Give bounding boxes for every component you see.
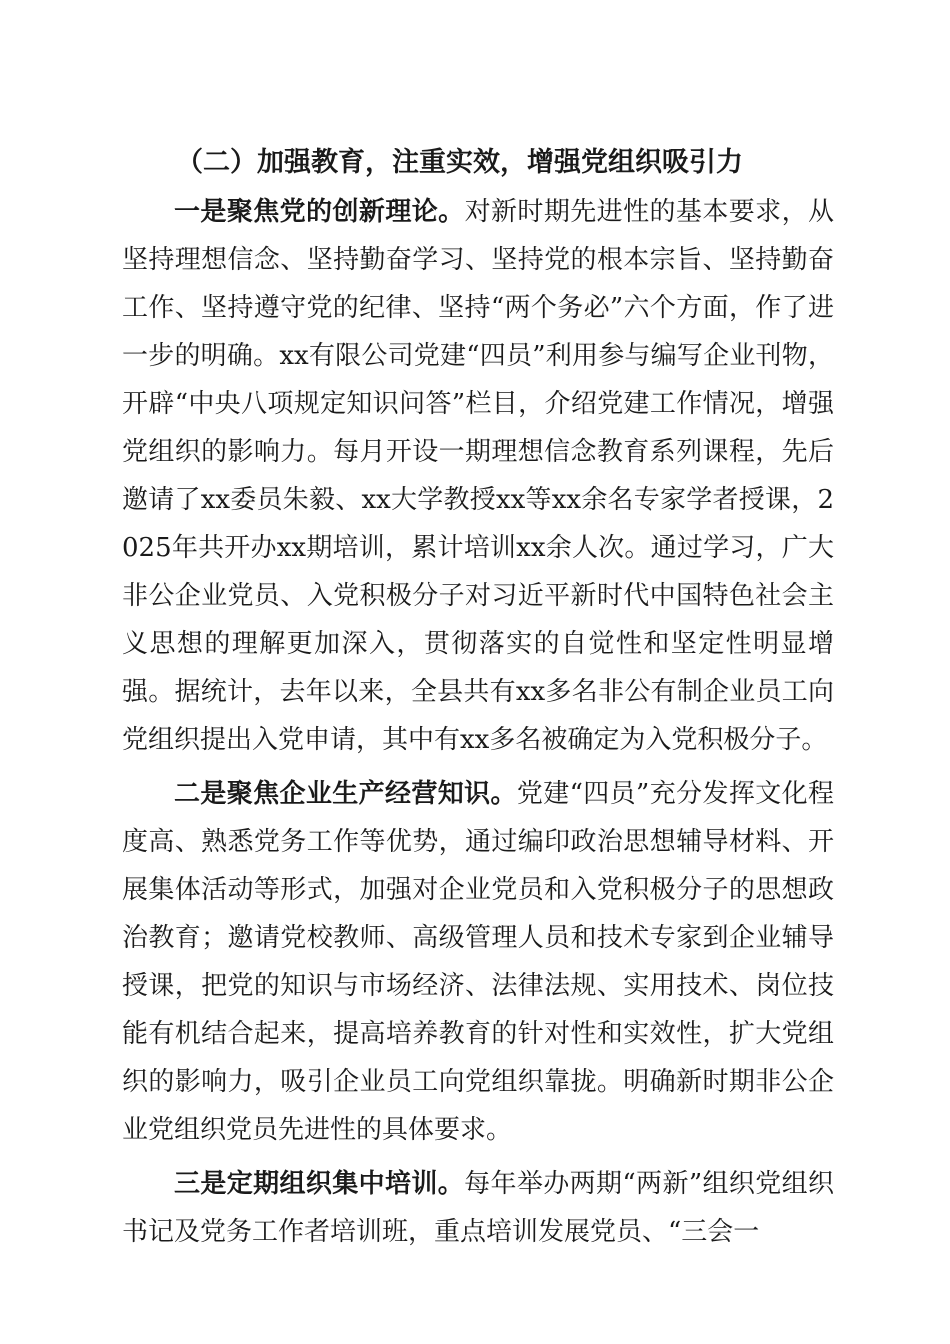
paragraph-2-body: 党建“四员”充分发挥文化程度高、熟悉党务工作等优势，通过编印政治思想辅导材料、开展集体活动等形式，加强对企业党员和入党积极分子的思想政治教育；邀请党校教师、高级管理人员和技术专家到企业辅导授课，把党的知识与市场经济、法律法规、实用技术、岗位技能有机结合起来，提高培养教育的针对性和实效性，扩大党组织的影响力，吸引企业员工向党组织靠拢。明确新时期非公企业党组织党员先进性的具体要求。 (122, 779, 834, 1145)
paragraph-2 (122, 770, 834, 1154)
paragraph-3-body: 每年举办两期“两新”组织党组织书记及党务工作者培训班，重点培训发展党员、“三会一 (122, 1169, 834, 1247)
paragraph-3-lead: 三是定期组织集中培训。 (174, 1169, 465, 1199)
document-body (122, 138, 834, 1262)
paragraph-2-lead: 二是聚焦企业生产经营知识。 (174, 779, 517, 809)
paragraph-3 (122, 1160, 834, 1256)
paragraph-1 (122, 188, 834, 764)
section-heading: （二）加强教育，注重实效，增强党组织吸引力 (176, 147, 743, 178)
paragraph-1-body: 对新时期先进性的基本要求，从坚持理想信念、坚持勤奋学习、坚持党的根本宗旨、坚持勤奋工作、坚持遵守党的纪律、坚持“两个务必”六个方面，作了进一步的明确。xx有限公司党建“四员”利用参与编写企业刊物，开辟“中央八项规定知识问答”栏目，介绍党建工作情况，增强党组织的影响力。每月开设一期理想信念教育系列课程，先后邀请了xx委员朱毅、xx大学教授xx等xx余名专家学者授课，2025年共开办xx期培训，累计培训xx余人次。通过学习，广大非公企业党员、入党积极分子对习近平新时代中国特色社会主义思想的理解更加深入，贯彻落实的自觉性和坚定性明显增强。据统计，去年以来，全县共有xx多名非公有制企业员工向党组织提出入党申请，其中有xx多名被确定为入党积极分子。 (122, 197, 834, 755)
paragraph-1-lead: 一是聚焦党的创新理论。 (174, 197, 465, 227)
